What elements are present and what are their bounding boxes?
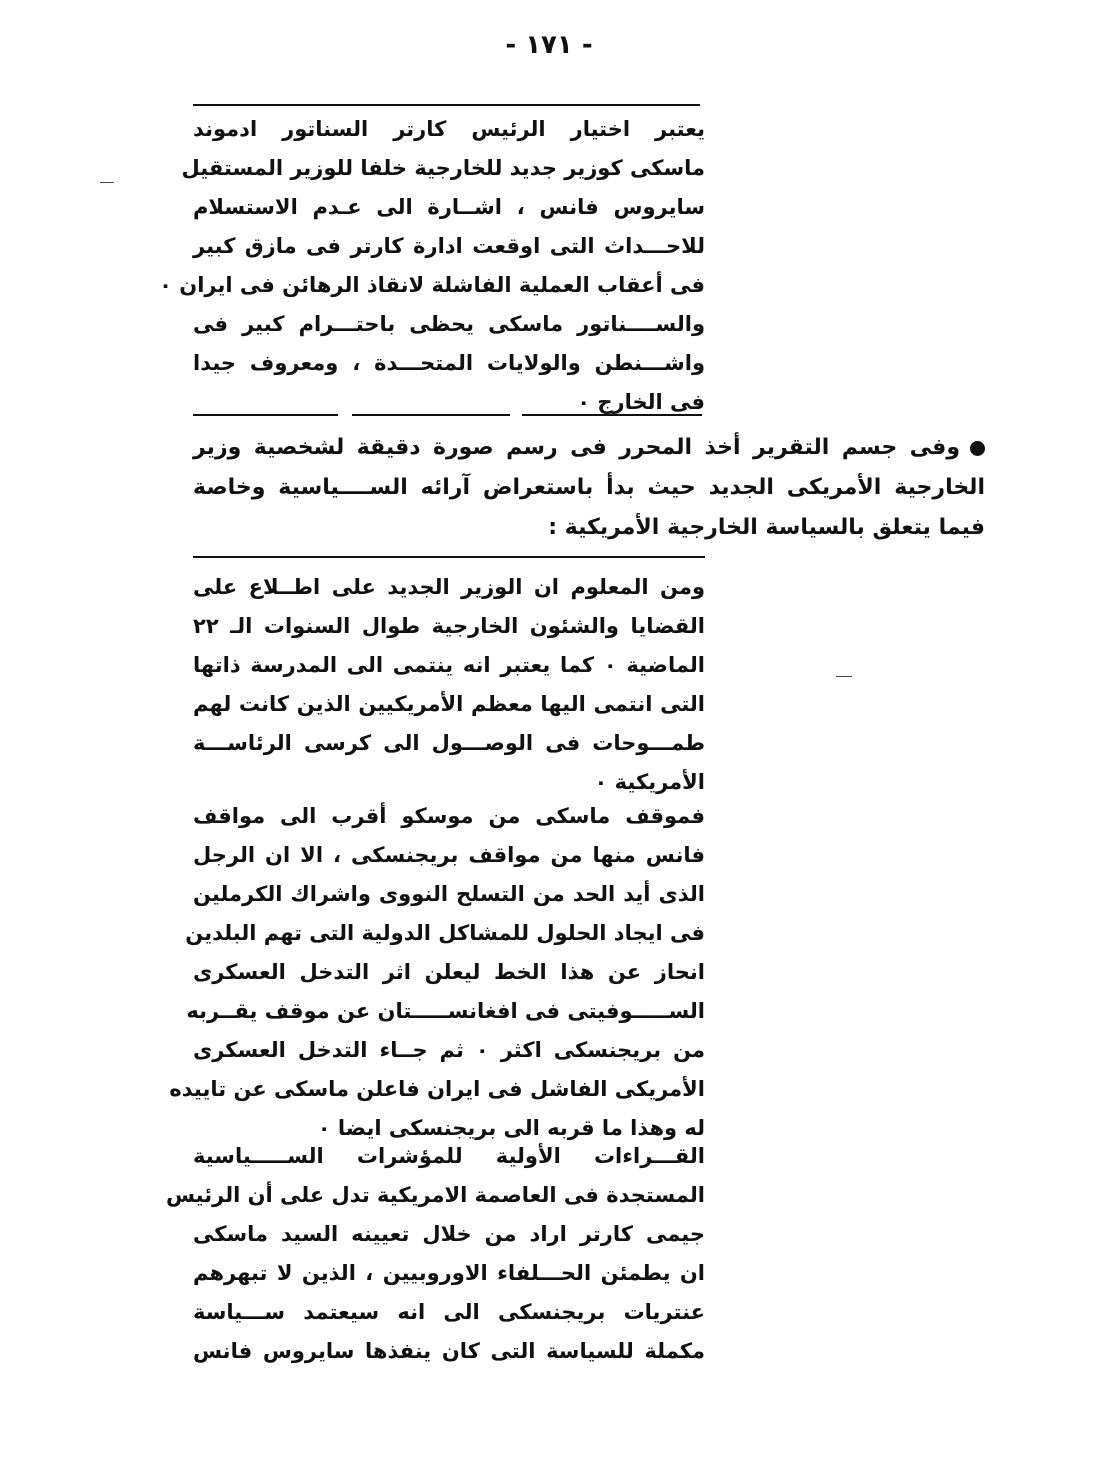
text-line: فى الخارج ٠ — [577, 390, 705, 414]
text-line: فى ايجاد الحلول للمشاكل الدولية التى تهم البلدين — [185, 921, 705, 945]
box-paragraph — [159, 110, 705, 422]
text-line: القضايا والشئون الخارجية طوال السنوات الـ ٢٢ — [193, 614, 705, 638]
text-line: الأمريكى الفاشل فى ايران فاعلن ماسكى عن تاييده — [169, 1077, 705, 1101]
text-line: فيما يتعلق بالسياسة الخارجية الأمريكية : — [548, 515, 985, 540]
text-line: ان يطمئن الحـــلفاء الاوروبيين ، الذين لا تبهرهم — [193, 1261, 705, 1285]
text-line: مكملة للسياسة التى كان ينفذها سايروس فانس — [193, 1339, 705, 1363]
text-line: الذى أيد الحد من التسلح النووى واشراك الكرملين — [193, 882, 705, 906]
text-line: يعتبر اختيار الرئيس كارتر السناتور ادموند — [193, 117, 705, 141]
page-number: - ١٧١ - — [505, 30, 593, 60]
text-line: الســـــوفيتى فى افغانســـــتان عن موقف يقــربه — [186, 999, 705, 1023]
text-line: التى انتمى اليها معظم الأمريكيين الذين كانت لهم — [193, 692, 705, 716]
text-line: من بريجنسكى اكثر ٠ ثم جــاء التدخل العسكرى — [193, 1038, 706, 1062]
text-line: له وهذا ما قربه الى بريجنسكى ايضا ٠ — [317, 1116, 705, 1140]
box-bottom-rule-left — [193, 414, 338, 416]
text-line: الخارجية الأمريكى الجديد حيث بدأ باستعراض آرائه الســــياسية وخاصة — [193, 475, 985, 500]
text-line: القـــراءات الأولية للمؤشرات الســـــياسية — [193, 1144, 705, 1168]
intro-paragraph — [193, 428, 985, 548]
text-line: ماسكى كوزير جديد للخارجية خلفا للوزير المستقيل — [181, 156, 705, 180]
text-line: طمـــوحات فى الوصـــول الى كرسى الرئاســـة — [193, 731, 705, 755]
text-line: الماضية ٠ كما يعتبر انه ينتمى الى المدرسة ذاتها — [193, 653, 705, 677]
text-line: جيمى كارتر اراد من خلال تعيينه السيد ماسكى — [193, 1222, 705, 1246]
paragraph-3 — [166, 1137, 705, 1371]
text-line: فانس منها من مواقف بريجنسكى ، الا ان الرجل — [193, 843, 705, 867]
text-line — [193, 428, 985, 468]
stray-mark — [100, 182, 114, 183]
text-line: فى أعقاب العملية الفاشلة لانقاذ الرهائن فى ايران ٠ — [159, 273, 705, 297]
text-line: عنتريات بريجنسكى الى انه سيعتمد ســـياسة — [193, 1300, 705, 1324]
text-line: واشـــنطن والولايات المتحـــدة ، ومعروف جيدا — [193, 351, 705, 375]
paragraph-1 — [193, 568, 705, 802]
paragraph-2 — [169, 797, 706, 1148]
text-line-content: وفى جسم التقرير أخذ المحرر فى رسم صورة دقيقة لشخصية وزير — [193, 435, 960, 460]
text-line: فموقف ماسكى من موسكو أقرب الى مواقف — [193, 804, 705, 828]
text-line: انحاز عن هذا الخط ليعلن اثر التدخل العسكرى — [193, 960, 705, 984]
text-line: سايروس فانس ، اشــارة الى عـدم الاستسلام — [193, 195, 705, 219]
section-rule — [193, 556, 705, 558]
text-line: والســــناتور ماسكى يحظى باحتـــرام كبير فى — [193, 312, 705, 336]
box-bottom-rule-right — [522, 414, 702, 416]
text-line: للاحـــداث التى اوقعت ادارة كارتر فى مازق كبير — [193, 234, 705, 258]
text-line: ومن المعلوم ان الوزير الجديد على اطــلاع على — [193, 575, 705, 599]
stray-mark — [836, 676, 852, 677]
box-bottom-rule-mid — [352, 414, 510, 416]
text-line: الأمريكية ٠ — [594, 770, 705, 794]
box-top-rule — [193, 104, 700, 106]
bullet-icon — [970, 441, 985, 456]
text-line: المستجدة فى العاصمة الامريكية تدل على أن الرئيس — [166, 1183, 705, 1207]
